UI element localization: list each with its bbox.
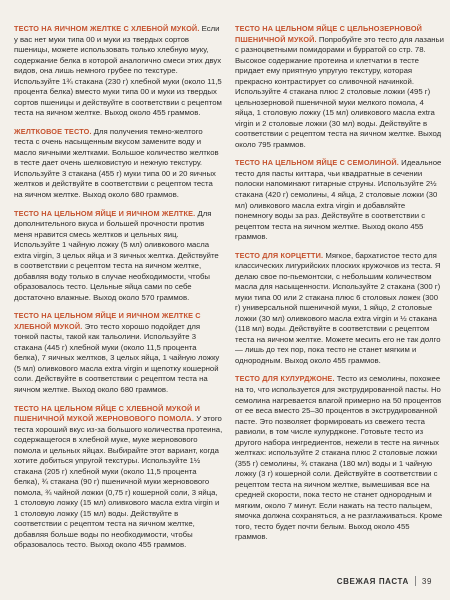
right-column	[235, 24, 444, 559]
variant-text: Если у вас нет муки типа 00 и муки из твердых сортов пшеницы, можете использовать только хлебную муку, содержание белка в которой аналогично смеси этих двух видов, она лишь немного грубее по текстуре. Используйте 1¾ стакана (230 г) хлебной муки (около 11,5 процента белка) вместо муки типа 00 и муки из твердых сортов пшеницы и действуйте в соответствии с рецептом теста на яичном желтке. Выход около 455 граммов.	[14, 24, 222, 118]
variant-text: Для дополнительного вкуса и большей прочности против меня нравится смесь желтков и цельных яиц. Используйте 1 чайную ложку (5 мл) оливкового масла extra virgin, 3 целых яйца и 3 яичных желтка. Действуйте в соответствии с рецептом теста на яичном желтке, добавляя воду только в случае необходимости, чтобы образовалось тесто. Цельные яйца сами по себе достаточно влажные. Выход около 570 граммов.	[14, 208, 219, 302]
recipe-variant	[14, 209, 223, 304]
recipe-variant	[235, 158, 444, 242]
variant-heading: ТЕСТО ДЛЯ КОРЦЕТТИ.	[235, 250, 324, 260]
variant-heading: ТЕСТО НА ЦЕЛЬНОМ ЯЙЦЕ С ЦЕЛЬНОЗЕРНОВОЙ ПШЕНИЧНОЙ МУКОЙ.	[235, 24, 423, 44]
variant-text: Для получения темно-желтого теста с очень насыщенным вкусом замените воду и масло яичными желтками. Большое количество желтков в тесте дает очень шелковистую и нежную текстуру. Используйте 3 стакана (455 г) муки типа 00 и 20 яичных желтков и действуйте в соответствии с рецептом теста на яичном желтке. Выход около 680 граммов.	[14, 126, 219, 199]
variant-heading: ТЕСТО НА ЦЕЛЬНОМ ЯЙЦЕ И ЯИЧНОМ ЖЕЛТКЕ.	[14, 208, 196, 218]
recipe-variant	[235, 251, 444, 367]
variant-text: Это тесто хорошо подойдет для тонкой пасты, такой как тальолини. Используйте 3 стакана (445 г) хлебной муки (около 11,5 процента белка), 7 яичных желтков, 3 целых яйца, 1 чайную ложку (5 мл) оливкового масла extra virgin и щепотку кошерной соли. Действуйте в соответствии с рецептом теста на яичном желтке. Выход около 680 граммов.	[14, 321, 220, 394]
footer-divider	[415, 576, 416, 586]
recipe-variant	[14, 404, 223, 551]
variant-heading: ЖЕЛТКОВОЕ ТЕСТО.	[14, 126, 92, 136]
recipe-variant	[14, 24, 223, 119]
page-number: 39	[421, 576, 432, 586]
variant-text: Попробуйте это тесто для лазаньи с разноцветными помидорами и бурратой со стр. 78. Высокое содержание протеина и клетчатки в тесте придает ему приятную упругую текстуру, которая прекрасно контрастирует со сливочной начинкой. Используйте 4 стакана плюс 2 столовые ложки (495 г) цельнозерновой пшеничной муки мелкого помола, 4 яйца, 1 столовую ложку (15 мл) оливкового масла extra virgin и 2 столовые ложки (30 мл) воды. Действуйте в соответствии с рецептом теста на яичном желтке. Выход около 795 граммов.	[235, 34, 444, 149]
recipe-variant	[235, 24, 444, 150]
recipe-variant	[14, 311, 223, 395]
recipe-variant	[14, 127, 223, 201]
variant-text: Тесто из семолины, похожее на то, что используется для экструдированной пасты. Но семолина нагревается влагой примерно на 50 процентов от ее веса вместо 25–30 процентов в экструдированной пасте. Это позволяет формировать из свежего теста равиоли, в том числе кулурджоне. Готовьте тесто из другого набора ингредиентов, нежели в тесте на яичных желтках: используйте 2 стакана плюс 2 столовые ложки (355 г) семолины, ¾ стакана (180 мл) воды и 1 чайную ложку (3 г) кошерной соли. Действуйте в соответствии с рецептом теста на яичном желтке, вымешивая все на средней скорости, пока тесто не станет однородным и мягким, около 7 минут. Если нажать на тесто пальцем, ямочка должна сохраняться, а не разглаживаться. Кроме того, тесто будет почти белым. Выход около 455 граммов.	[235, 374, 443, 542]
recipe-variant	[235, 374, 444, 543]
two-column-body	[14, 24, 444, 559]
variant-heading: ТЕСТО НА ЯИЧНОМ ЖЕЛТКЕ С ХЛЕБНОЙ МУКОЙ.	[14, 24, 200, 33]
variant-heading: ТЕСТО НА ЦЕЛЬНОМ ЯЙЦЕ С СЕМОЛИНОЙ.	[235, 158, 399, 168]
section-title: СВЕЖАЯ ПАСТА	[336, 576, 409, 586]
page-footer	[337, 576, 432, 586]
variant-text: У этого теста хороший вкус из-за большого количества протеина, содержащегося в хлебной муке, муке жерновового помола и цельных яйцах. Выбирайте этот вариант, когда хотите добиться упругой текстуры. Используйте 1½ стакана (205 г) хлебной муки (около 11,5 процента белка), ¾ стакана (90 г) пшеничной муки жерновового помола, ¾ чайной ложки (0,75 г) кошерной соли, 3 яйца, 1 столовую ложку (15 мл) оливкового масла extra virgin и 1 столовую ложку (15 мл) воды. Действуйте в соответствии с рецептом теста на яичном желтке, добавляя больше воды по необходимости, чтобы образовалось тесто. Выход около 455 граммов.	[14, 414, 223, 550]
variant-heading: ТЕСТО НА ЦЕЛЬНОМ ЯЙЦЕ С ХЛЕБНОЙ МУКОЙ И ПШЕНИЧНОЙ МУКОЙ ЖЕРНОВОВОГО ПОМОЛА.	[14, 403, 201, 424]
variant-text: Идеальное тесто для пасты киттара, чьи квадратные в сечении полоски напоминают гитарные струны. Используйте 2½ стакана (420 г) семолины, 4 яйца, 2 столовые ложки (30 мл) оливкового масла extra virgin и добавляйте понемногу воды за раз. Действуйте в соответствии с рецептом теста на яичном желтке. Выход около 455 граммов.	[235, 158, 442, 242]
variant-heading: ТЕСТО ДЛЯ КУЛУРДЖОНЕ.	[235, 374, 335, 384]
left-column	[14, 24, 223, 559]
variant-text: Мягкое, бархатистое тесто для классических лигурийских плоских кружочков из теста. Я делаю свое по-пьемонтски, с небольшим количеством масла для насыщенности. Используйте 2 стакана (300 г) муки типа 00 или 2 стакана плюс 6 столовых ложек (300 г) универсальной пшеничной муки, 1 яйцо, 2 столовые ложки (30 мл) оливкового масла extra virgin и ½ стакана (118 мл) воды. Действуйте в соответствии с рецептом теста на яичном желтке. Можете месить его не так долго — лишь до тех пор, пока тесто не станет мягким и однородным. Выход около 455 граммов.	[235, 250, 441, 365]
variant-heading: ТЕСТО НА ЦЕЛЬНОМ ЯЙЦЕ И ЯИЧНОМ ЖЕЛТКЕ С ХЛЕБНОЙ МУКОЙ.	[14, 311, 201, 331]
